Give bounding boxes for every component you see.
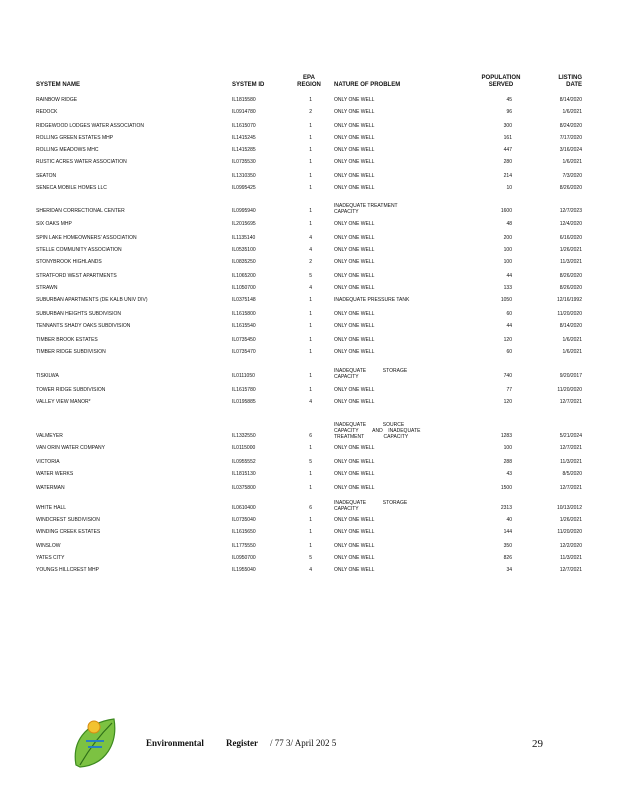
population-served: 214 [503, 173, 512, 179]
population-served: 288 [503, 459, 512, 465]
epa-region: 1 [309, 323, 312, 329]
system-id: IL1775550 [232, 543, 256, 549]
population-served: 96 [506, 109, 512, 115]
system-name: STRAWN [36, 285, 58, 291]
epa-region: 1 [309, 517, 312, 523]
system-name: STELLE COMMUNITY ASSOCIATION [36, 247, 122, 253]
epa-region: 1 [309, 311, 312, 317]
system-name: WHITE HALL [36, 505, 67, 511]
listing-date: 1/6/2021 [562, 349, 582, 355]
population-served: 133 [503, 285, 512, 291]
population-served: 40 [506, 517, 512, 523]
system-id: IL1615650 [232, 529, 256, 535]
epa-region: 1 [309, 173, 312, 179]
system-id: IL0995940 [232, 208, 256, 214]
population-served: 280 [503, 159, 512, 165]
nature-of-problem: ONLY ONE WELL [334, 273, 375, 279]
table-row [0, 432, 618, 440]
population-served: 300 [503, 123, 512, 129]
table-row [0, 528, 618, 536]
system-name: TIMBER BROOK ESTATES [36, 337, 98, 343]
nature-of-problem: ONLY ONE WELL [334, 235, 375, 241]
system-name: WATERMAN [36, 485, 65, 491]
epa-region: 4 [309, 235, 312, 241]
system-id: IL0735470 [232, 349, 256, 355]
epa-region: 1 [309, 349, 312, 355]
population-served: 350 [503, 543, 512, 549]
system-name: SHERIDAN CORRECTIONAL CENTER [36, 208, 125, 214]
listing-date: 7/3/2020 [562, 173, 582, 179]
footer-publication: Environmental [146, 738, 204, 748]
nature-of-problem: ONLY ONE WELL [334, 445, 375, 451]
population-served: 120 [503, 399, 512, 405]
system-id: IL1050700 [232, 285, 256, 291]
population-served: 1600 [500, 208, 512, 214]
listing-date: 8/26/2020 [559, 273, 582, 279]
system-id: IL1815130 [232, 471, 256, 477]
listing-date: 11/3/2021 [560, 459, 582, 465]
header-listing-date: LISTING DATE [558, 75, 582, 88]
listing-date: 12/4/2020 [559, 221, 582, 227]
nature-of-problem: ONLY ONE WELL [334, 517, 375, 523]
system-id: IL1615780 [232, 387, 256, 393]
nature-of-problem: ONLY ONE WELL [334, 471, 375, 477]
listing-date: 8/26/2020 [559, 285, 582, 291]
system-id: IL2015695 [232, 221, 256, 227]
system-name: VALLEY VIEW MANOR* [36, 399, 91, 405]
system-name: VAN ORIN WATER COMPANY [36, 445, 105, 451]
population-served: 77 [506, 387, 512, 393]
nature-of-problem: ONLY ONE WELL [334, 349, 375, 355]
table-row [0, 246, 618, 254]
nature-of-problem: ONLY ONE WELL [334, 147, 375, 153]
system-name: SENECA MOBILE HOMES LLC [36, 185, 107, 191]
population-served: 60 [506, 311, 512, 317]
system-id: IL1065200 [232, 273, 256, 279]
system-id: IL1615070 [232, 123, 256, 129]
system-id: IL0735530 [232, 159, 256, 165]
nature-of-problem: ONLY ONE WELL [334, 159, 375, 165]
table-row [0, 542, 618, 550]
system-id: IL0835250 [232, 259, 256, 265]
system-name: STONYBROOK HIGHLANDS [36, 259, 102, 265]
system-id: IL0950700 [232, 555, 256, 561]
population-served: 161 [503, 135, 512, 141]
table-row [0, 296, 618, 304]
table-row [0, 220, 618, 228]
listing-date: 8/24/2020 [559, 123, 582, 129]
table-row [0, 146, 618, 154]
leaf-logo-icon [70, 713, 122, 773]
table-row [0, 516, 618, 524]
system-name: ROLLING MEADOWS MHC [36, 147, 99, 153]
system-id: IL0735040 [232, 517, 256, 523]
system-id: IL1332550 [232, 433, 256, 439]
table-row [0, 566, 618, 574]
epa-region: 2 [309, 259, 312, 265]
table-row [0, 258, 618, 266]
epa-region: 1 [309, 337, 312, 343]
nature-of-problem: ONLY ONE WELL [334, 543, 375, 549]
population-served: 45 [506, 97, 512, 103]
page-number: 29 [532, 738, 543, 750]
nature-of-problem: ONLY ONE WELL [334, 123, 375, 129]
listing-date: 8/5/2020 [562, 471, 582, 477]
table-row [0, 504, 618, 512]
listing-date: 11/20/2020 [557, 311, 582, 317]
nature-of-problem-wrapped: INADEQUATE TREATMENT CAPACITY [334, 203, 398, 215]
nature-of-problem: ONLY ONE WELL [334, 135, 375, 141]
system-id: IL1415245 [232, 135, 256, 141]
system-name: WINSLOW [36, 543, 61, 549]
epa-region: 1 [309, 485, 312, 491]
listing-date: 8/14/2020 [559, 97, 582, 103]
system-name: TENNANTS SHADY OAKS SUBDIVISION [36, 323, 131, 329]
system-name: VALMEYER [36, 433, 63, 439]
listing-date: 1/6/2021 [562, 159, 582, 165]
table-row [0, 348, 618, 356]
system-id: IL1415285 [232, 147, 256, 153]
system-id: IL1310350 [232, 173, 256, 179]
system-id: IL0115000 [232, 445, 256, 451]
system-id: IL0111050 [232, 373, 255, 379]
epa-region: 2 [309, 109, 312, 115]
header-population-served: POPULATION SERVED [481, 75, 521, 88]
system-name: TOWER RIDGE SUBDIVISION [36, 387, 106, 393]
epa-region: 1 [309, 445, 312, 451]
system-id: IL0195885 [232, 399, 256, 405]
listing-date: 11/3/2021 [560, 259, 582, 265]
population-served: 48 [506, 221, 512, 227]
nature-of-problem: ONLY ONE WELL [334, 459, 375, 465]
epa-region: 1 [309, 471, 312, 477]
epa-region: 4 [309, 285, 312, 291]
epa-region: 1 [309, 208, 312, 214]
table-row [0, 172, 618, 180]
listing-date: 12/7/2023 [559, 208, 582, 214]
system-id: IL1615800 [232, 311, 256, 317]
table-row [0, 234, 618, 242]
listing-date: 11/3/2021 [560, 555, 582, 561]
population-served: 100 [503, 247, 512, 253]
nature-of-problem: ONLY ONE WELL [334, 399, 375, 405]
system-id: IL0610400 [232, 505, 256, 511]
epa-region: 1 [309, 147, 312, 153]
table-row [0, 184, 618, 192]
population-served: 44 [506, 273, 512, 279]
epa-region: 1 [309, 185, 312, 191]
epa-region: 1 [309, 159, 312, 165]
system-name: REDOCK [36, 109, 58, 115]
population-served: 1500 [500, 485, 512, 491]
nature-of-problem: ONLY ONE WELL [334, 259, 375, 265]
epa-region: 1 [309, 387, 312, 393]
system-id: IL0995425 [232, 185, 256, 191]
nature-of-problem: ONLY ONE WELL [334, 221, 375, 227]
population-served: 100 [503, 445, 512, 451]
epa-region: 1 [309, 221, 312, 227]
system-id: IL1955040 [232, 567, 256, 573]
epa-region: 4 [309, 247, 312, 253]
listing-date: 5/21/2024 [559, 433, 582, 439]
population-served: 826 [503, 555, 512, 561]
listing-date: 1/6/2021 [562, 337, 582, 343]
table-row [0, 398, 618, 406]
listing-date: 12/7/2021 [559, 399, 582, 405]
nature-of-problem: ONLY ONE WELL [334, 97, 375, 103]
system-id: IL0375800 [232, 485, 256, 491]
nature-of-problem: ONLY ONE WELL [334, 529, 375, 535]
table-row [0, 386, 618, 394]
header-system-name: SYSTEM NAME [36, 82, 81, 88]
population-served: 2313 [500, 505, 512, 511]
listing-date: 12/16/1992 [556, 297, 582, 303]
system-name: SUBURBAN HEIGHTS SUBDIVISION [36, 311, 122, 317]
table-row [0, 272, 618, 280]
system-name: WINDCREST SUBDIVISION [36, 517, 100, 523]
listing-date: 1/26/2021 [559, 247, 582, 253]
epa-region: 1 [309, 135, 312, 141]
nature-of-problem: ONLY ONE WELL [334, 387, 375, 393]
epa-region: 1 [309, 97, 312, 103]
listing-date: 8/14/2020 [559, 323, 582, 329]
listing-date: 3/16/2024 [559, 147, 582, 153]
system-id: IL1615540 [232, 323, 256, 329]
population-served: 1050 [500, 297, 512, 303]
system-name: ROLLING GREEN ESTATES MHP [36, 135, 114, 141]
footer-issue: / 77 3/ April 202 5 [270, 738, 337, 748]
population-served: 200 [503, 235, 512, 241]
system-name: YATES CITY [36, 555, 65, 561]
listing-date: 11/20/2020 [557, 529, 582, 535]
header-system-id: SYSTEM ID [232, 82, 265, 88]
system-name: SIX OAKS MHP [36, 221, 72, 227]
table-row [0, 484, 618, 492]
system-id: IL0375148 [232, 297, 256, 303]
nature-of-problem: ONLY ONE WELL [334, 185, 375, 191]
table-row [0, 207, 618, 215]
table-row [0, 310, 618, 318]
population-served: 34 [506, 567, 512, 573]
table-row [0, 372, 618, 380]
population-served: 100 [503, 259, 512, 265]
listing-date: 12/2/2020 [559, 543, 582, 549]
epa-region: 1 [309, 297, 312, 303]
system-id: IL1135140 [232, 235, 256, 241]
header-epa-region: EPA REGION [297, 75, 321, 88]
listing-date: 6/16/2020 [559, 235, 582, 241]
population-served: 1283 [500, 433, 512, 439]
epa-region: 5 [309, 459, 312, 465]
table-row [0, 284, 618, 292]
population-served: 44 [506, 323, 512, 329]
nature-of-problem: ONLY ONE WELL [334, 173, 375, 179]
system-name: YOUNGS HILLCREST MHP [36, 567, 99, 573]
table-row [0, 96, 618, 104]
system-name: VICTORIA [36, 459, 60, 465]
nature-of-problem: ONLY ONE WELL [334, 285, 375, 291]
system-name: TIMBER RIDGE SUBDIVISION [36, 349, 106, 355]
nature-of-problem: ONLY ONE WELL [334, 323, 375, 329]
nature-of-problem: ONLY ONE WELL [334, 567, 375, 573]
system-id: IL0535100 [232, 247, 256, 253]
population-served: 447 [503, 147, 512, 153]
listing-date: 7/17/2020 [559, 135, 582, 141]
population-served: 120 [503, 337, 512, 343]
nature-of-problem: ONLY ONE WELL [334, 337, 375, 343]
listing-date: 12/7/2021 [559, 445, 582, 451]
population-served: 60 [506, 349, 512, 355]
system-id: IL0955552 [232, 459, 256, 465]
epa-region: 1 [309, 123, 312, 129]
system-name: SUBURBAN APARTMENTS (DE KALB UNIV DIV) [36, 297, 148, 303]
population-served: 144 [503, 529, 512, 535]
system-name: WATER WERKS [36, 471, 74, 477]
epa-region: 6 [309, 505, 312, 511]
table-row [0, 122, 618, 130]
population-served: 740 [503, 373, 512, 379]
nature-of-problem: ONLY ONE WELL [334, 311, 375, 317]
system-name: TISKILWA [36, 373, 59, 379]
system-name: RAINBOW RIDGE [36, 97, 78, 103]
epa-region: 1 [309, 543, 312, 549]
nature-of-problem: ONLY ONE WELL [334, 247, 375, 253]
table-row [0, 134, 618, 142]
system-name: WINDING CREEK ESTATES [36, 529, 101, 535]
system-name: STRATFORD WEST APARTMENTS [36, 273, 117, 279]
epa-region: 6 [309, 433, 312, 439]
nature-of-problem: ONLY ONE WELL [334, 555, 375, 561]
listing-date: 9/20/2017 [559, 373, 582, 379]
table-row [0, 470, 618, 478]
epa-region: 4 [309, 399, 312, 405]
population-served: 10 [506, 185, 512, 191]
epa-region: 1 [309, 373, 312, 379]
system-name: RIDGEWOOD LODGES WATER ASSOCIATION [36, 123, 144, 129]
table-row [0, 458, 618, 466]
listing-date: 11/20/2020 [557, 387, 582, 393]
nature-of-problem-wrapped: INADEQUATE SOURCE CAPACITY AND INADEQUATE TREATMENT CAPACITY [334, 422, 421, 440]
table-row [0, 158, 618, 166]
listing-date: 10/13/2012 [556, 505, 582, 511]
table-row [0, 108, 618, 116]
listing-date: 1/26/2021 [559, 517, 582, 523]
listing-date: 8/26/2020 [559, 185, 582, 191]
nature-of-problem: ONLY ONE WELL [334, 109, 375, 115]
listing-date: 1/6/2021 [562, 109, 582, 115]
nature-of-problem-wrapped: INADEQUATE STORAGE CAPACITY [334, 368, 408, 380]
epa-region: 5 [309, 273, 312, 279]
system-id: IL1815580 [232, 97, 256, 103]
epa-region: 5 [309, 555, 312, 561]
epa-region: 4 [309, 567, 312, 573]
table-row [0, 444, 618, 452]
footer-register: Register [226, 738, 258, 748]
listing-date: 12/7/2021 [559, 485, 582, 491]
nature-of-problem: INADEQUATE PRESSURE TANK [334, 297, 410, 303]
system-name: RUSTIC ACRES WATER ASSOCIATION [36, 159, 127, 165]
population-served: 43 [506, 471, 512, 477]
epa-region: 1 [309, 529, 312, 535]
nature-of-problem: ONLY ONE WELL [334, 485, 375, 491]
table-row [0, 322, 618, 330]
system-id: IL0735450 [232, 337, 256, 343]
listing-date: 12/7/2021 [559, 567, 582, 573]
system-name: SEATON [36, 173, 57, 179]
header-nature-of-problem: NATURE OF PROBLEM [334, 82, 401, 88]
system-id: IL0914780 [232, 109, 256, 115]
nature-of-problem-wrapped: INADEQUATE STORAGE CAPACITY [334, 500, 408, 512]
system-name: SPIN LAKE HOMEOWNERS' ASSOCIATION [36, 235, 137, 241]
table-row [0, 336, 618, 344]
table-row [0, 554, 618, 562]
